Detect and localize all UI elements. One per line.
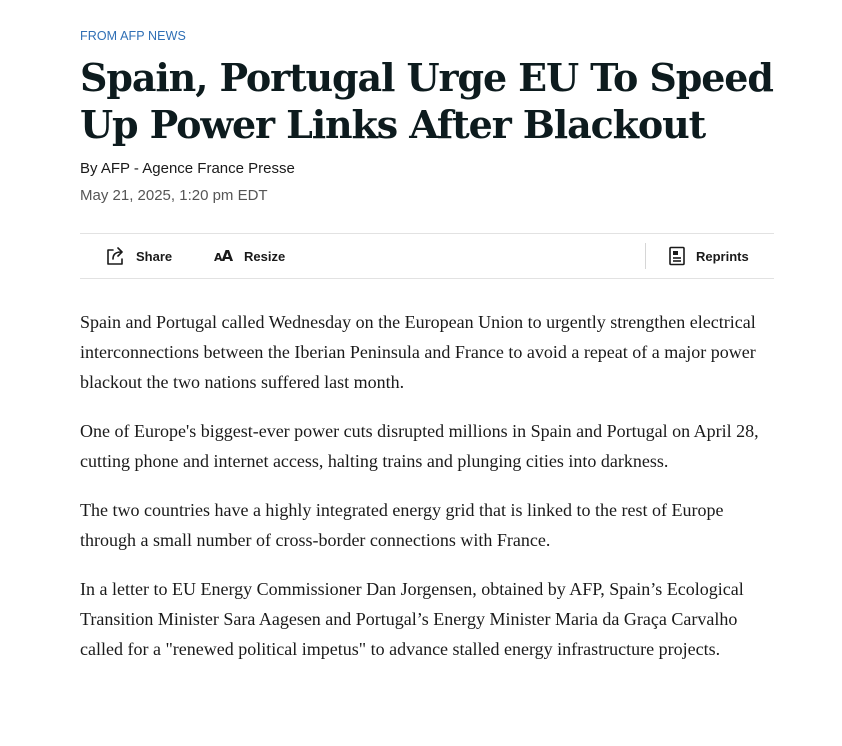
reprints-button[interactable]: [668, 245, 749, 267]
publish-date: May 21, 2025, 1:20 pm EDT: [80, 187, 268, 204]
resize-icon: AA: [214, 247, 233, 265]
paragraph: The two countries have a highly integrated energy grid that is linked to the rest of Europe through a small number of cross-border connections with France.: [80, 500, 724, 550]
source-kicker-link[interactable]: FROM AFP NEWS: [80, 29, 186, 43]
paragraph: One of Europe's biggest-ever power cuts disrupted millions in Spain and Portugal on April 28, cutting phone and internet access, halting trains and plunging cities into darkness.: [80, 421, 759, 471]
resize-button[interactable]: [214, 245, 285, 267]
toolbar-divider: [645, 243, 646, 269]
share-label: Share: [136, 248, 173, 264]
reprints-icon: [668, 246, 686, 266]
share-button[interactable]: [105, 245, 172, 267]
resize-label: Resize: [244, 248, 286, 264]
paragraph: Spain and Portugal called Wednesday on the European Union to urgently strengthen electrical interconnections between the Iberian Peninsula and France to avoid a repeat of a major power blackout the two nations suffered last month.: [80, 312, 756, 392]
byline-prefix: By: [80, 160, 98, 177]
byline: [80, 160, 295, 177]
headline: Spain, Portugal Urge EU To Speed Up Power Links After Blackout: [80, 55, 773, 147]
author-link[interactable]: AFP - Agence France Presse: [100, 160, 295, 177]
article-body: [80, 307, 774, 683]
reprints-label: Reprints: [696, 248, 749, 264]
article-toolbar: [80, 233, 774, 279]
share-icon: [105, 246, 126, 266]
paragraph: In a letter to EU Energy Commissioner Dan Jorgensen, obtained by AFP, Spain’s Ecological Transition Minister Sara Aagesen and Portugal’s Energy Minister Maria da Graça Carvalho called for a "renewed political impetus" to advance stalled energy infrastructure projects.: [80, 579, 744, 659]
